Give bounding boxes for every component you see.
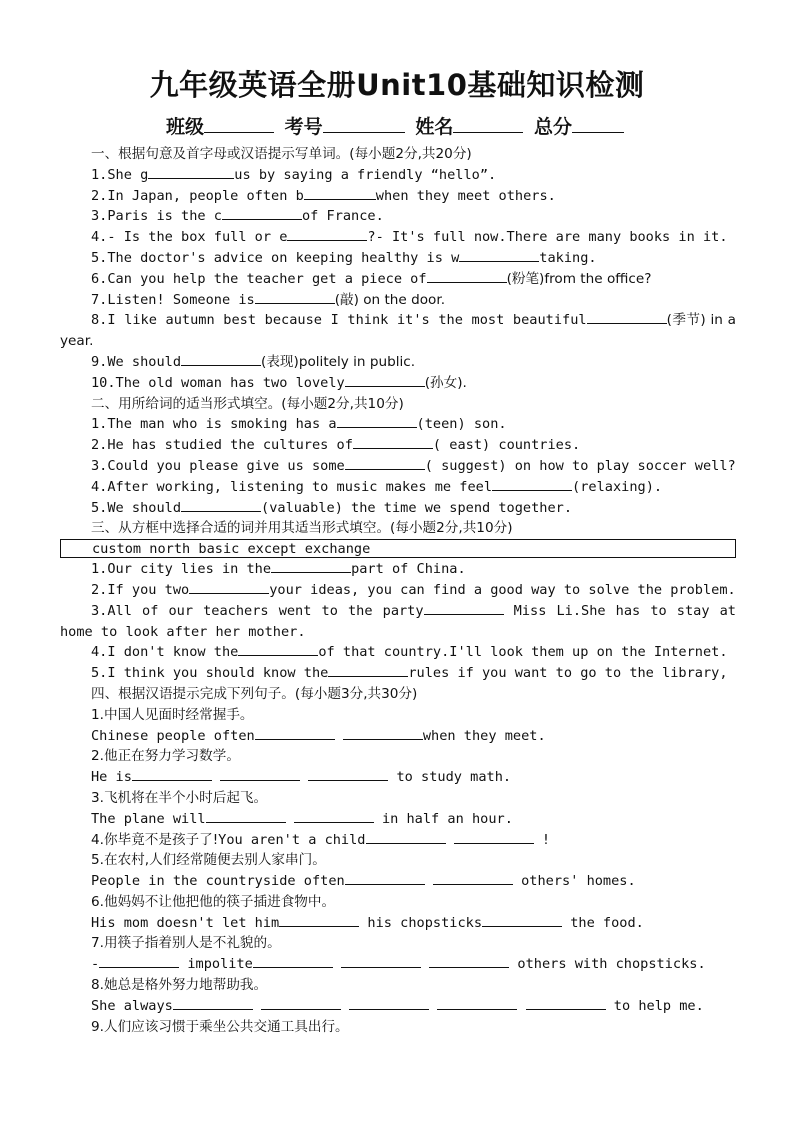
worksheet-body bbox=[60, 144, 736, 1037]
answer-blank[interactable] bbox=[181, 352, 261, 366]
question-text: in half an hour. bbox=[373, 810, 513, 827]
question-3-4 bbox=[60, 642, 736, 663]
question-1-5 bbox=[60, 248, 736, 269]
question-text: ?- It's full now.There are many books in it. bbox=[367, 229, 728, 246]
answer-blank[interactable] bbox=[424, 601, 504, 615]
answer-blank[interactable] bbox=[526, 996, 606, 1010]
question-text: (表现)politely in public. bbox=[261, 353, 416, 370]
answer-blank[interactable] bbox=[279, 913, 359, 927]
answer-blank[interactable] bbox=[337, 414, 417, 428]
question-text: 3.All of our teachers went to the party bbox=[91, 602, 424, 619]
question-text: rules if you want to go to the library, bbox=[408, 665, 728, 682]
question-4-4 bbox=[60, 830, 736, 851]
question-4-6-english bbox=[60, 913, 736, 934]
question-text: 6.Can you help the teacher get a piece of bbox=[91, 270, 427, 287]
question-2-2 bbox=[60, 435, 736, 456]
question-1-7 bbox=[60, 290, 736, 311]
answer-blank[interactable] bbox=[308, 767, 388, 781]
question-text: ( suggest) on how to play soccer well? bbox=[424, 457, 736, 474]
answer-blank[interactable] bbox=[587, 310, 667, 324]
question-text: 7.Listen! Someone is bbox=[91, 291, 255, 308]
name-label: 姓名 bbox=[415, 116, 454, 138]
answer-blank[interactable] bbox=[429, 954, 509, 968]
answer-blank[interactable] bbox=[294, 809, 374, 823]
question-1-10 bbox=[60, 373, 736, 394]
question-text: She always bbox=[91, 997, 173, 1014]
class-blank[interactable] bbox=[204, 114, 274, 133]
question-4-1-english bbox=[60, 726, 736, 747]
answer-blank[interactable] bbox=[220, 767, 300, 781]
question-text: taking. bbox=[539, 249, 597, 266]
question-text: to help me. bbox=[605, 997, 704, 1014]
question-text: 1.She g bbox=[91, 166, 149, 183]
question-text: ! bbox=[533, 831, 551, 848]
score-label: 总分 bbox=[533, 116, 572, 138]
answer-blank[interactable] bbox=[255, 290, 335, 304]
question-text: 8.I like autumn best because I think it's the most beautiful bbox=[91, 312, 587, 329]
section-2-heading: 二、用所给词的适当形式填空。(每小题2分,共10分) bbox=[91, 395, 404, 412]
question-text: 2.If you two bbox=[91, 581, 190, 598]
answer-blank[interactable] bbox=[328, 663, 408, 677]
question-text: us by saying a friendly “hello”. bbox=[234, 166, 497, 183]
question-text: (valuable) the time we spend together. bbox=[261, 499, 573, 516]
question-text: others with chopsticks. bbox=[509, 956, 706, 973]
question-4-3-english bbox=[60, 809, 736, 830]
question-text: (敲) on the door. bbox=[334, 291, 446, 308]
question-text: when they meet others. bbox=[375, 187, 556, 204]
question-4-5-english bbox=[60, 871, 736, 892]
question-text: The plane will bbox=[91, 810, 206, 827]
page-title: 九年级英语全册Unit10基础知识检测 bbox=[149, 68, 645, 102]
answer-blank[interactable] bbox=[287, 227, 367, 241]
student-info-line bbox=[0, 112, 794, 139]
question-text: of that country.I'll look them up on the Internet. bbox=[318, 644, 728, 661]
question-text: 3.Could you please give us some bbox=[91, 457, 345, 474]
question-4-7-english bbox=[60, 954, 736, 975]
question-text: 10.The old woman has two lovely bbox=[91, 374, 345, 391]
answer-blank[interactable] bbox=[181, 498, 261, 512]
question-text: (relaxing). bbox=[572, 478, 663, 495]
answer-blank[interactable] bbox=[459, 248, 539, 262]
number-blank[interactable] bbox=[323, 114, 405, 133]
answer-blank[interactable] bbox=[353, 435, 433, 449]
class-label: 班级 bbox=[166, 116, 205, 138]
question-text: You aren't a child bbox=[218, 831, 366, 848]
question-text: (孙女). bbox=[424, 374, 467, 391]
question-text: impolite bbox=[179, 956, 253, 973]
question-text: Chinese people often bbox=[91, 727, 255, 744]
answer-blank[interactable] bbox=[492, 477, 572, 491]
score-blank[interactable] bbox=[572, 114, 624, 133]
question-4-9-chinese: 9.人们应该习惯于乘坐公共交通工具出行。 bbox=[91, 1018, 349, 1035]
question-text: 1.Our city lies in the bbox=[91, 561, 272, 578]
answer-blank[interactable] bbox=[99, 954, 179, 968]
answer-blank[interactable] bbox=[206, 809, 286, 823]
answer-blank[interactable] bbox=[255, 726, 335, 740]
question-text: - bbox=[91, 956, 100, 973]
answer-blank[interactable] bbox=[366, 830, 446, 844]
answer-blank[interactable] bbox=[345, 373, 425, 387]
answer-blank[interactable] bbox=[261, 996, 341, 1010]
question-text: (季节) in a year. bbox=[60, 312, 736, 350]
section-1-heading: 一、根据句意及首字母或汉语提示写单词。(每小题2分,共20分) bbox=[91, 146, 472, 162]
question-text: 4.- Is the box full or e bbox=[91, 229, 288, 246]
answer-blank[interactable] bbox=[433, 871, 513, 885]
question-2-5 bbox=[60, 498, 736, 519]
question-4-5-chinese: 5.在农村,人们经常随便去别人家串门。 bbox=[91, 852, 326, 869]
question-4-6-chinese: 6.他妈妈不让他把他的筷子插进食物中。 bbox=[91, 893, 336, 910]
question-1-8 bbox=[60, 310, 736, 352]
answer-blank[interactable] bbox=[189, 580, 269, 594]
answer-blank[interactable] bbox=[343, 726, 423, 740]
question-text: 3.Paris is the c bbox=[91, 208, 222, 225]
question-text: 9.We should bbox=[91, 353, 182, 370]
answer-blank[interactable] bbox=[482, 913, 562, 927]
question-text: His mom doesn't let him bbox=[91, 914, 280, 931]
answer-blank[interactable] bbox=[341, 954, 421, 968]
question-3-5 bbox=[60, 663, 736, 684]
answer-blank[interactable] bbox=[345, 871, 425, 885]
question-text: (teen) son. bbox=[416, 416, 507, 433]
question-text: 2.In Japan, people often b bbox=[91, 187, 304, 204]
question-text: 4.After working, listening to music makes me feel bbox=[91, 478, 493, 495]
answer-blank[interactable] bbox=[271, 559, 351, 573]
answer-blank[interactable] bbox=[173, 996, 253, 1010]
name-blank[interactable] bbox=[453, 114, 523, 133]
question-text: his chopsticks bbox=[359, 914, 483, 931]
answer-blank[interactable] bbox=[349, 996, 429, 1010]
question-2-4 bbox=[60, 477, 736, 498]
answer-blank[interactable] bbox=[427, 269, 507, 283]
question-1-3 bbox=[60, 206, 736, 227]
section-4-heading: 四、根据汉语提示完成下列句子。(每小题3分,共30分) bbox=[91, 685, 418, 702]
question-4-2-english bbox=[60, 767, 736, 788]
question-text: 5.We should bbox=[91, 499, 182, 516]
question-1-9 bbox=[60, 352, 736, 373]
question-2-3 bbox=[60, 456, 736, 477]
question-4-2-chinese: 2.他正在努力学习数学。 bbox=[91, 748, 240, 765]
question-text: He is bbox=[91, 769, 132, 786]
answer-blank[interactable] bbox=[132, 767, 212, 781]
answer-blank[interactable] bbox=[345, 456, 425, 470]
answer-blank[interactable] bbox=[222, 206, 302, 220]
question-text: part of China. bbox=[351, 561, 466, 578]
number-label: 考号 bbox=[284, 116, 323, 138]
question-chinese: 4.你毕竟不是孩子了! bbox=[91, 831, 219, 848]
question-3-2 bbox=[60, 580, 736, 601]
question-1-1 bbox=[60, 165, 736, 186]
question-3-1 bbox=[60, 559, 736, 580]
question-text: when they meet. bbox=[422, 727, 546, 744]
question-1-6 bbox=[60, 269, 736, 290]
question-4-8-english bbox=[60, 996, 736, 1017]
question-4-8-chinese: 8.她总是格外努力地帮助我。 bbox=[91, 977, 268, 994]
section-3-heading: 三、从方框中选择合适的词并用其适当形式填空。(每小题2分,共10分) bbox=[91, 520, 513, 537]
question-text: the food. bbox=[562, 914, 644, 931]
question-text: 5.I think you should know the bbox=[91, 665, 329, 682]
question-4-7-chinese: 7.用筷子指着别人是不礼貌的。 bbox=[91, 935, 281, 952]
question-text: Miss Li.She has to stay at home to look after her mother. bbox=[60, 602, 736, 640]
question-text: People in the countryside often bbox=[91, 873, 345, 890]
answer-blank[interactable] bbox=[238, 642, 318, 656]
question-3-3 bbox=[60, 601, 736, 643]
question-text: 5.The doctor's advice on keeping healthy is w bbox=[91, 249, 460, 266]
question-text: your ideas, you can find a good way to solve the problem. bbox=[269, 581, 736, 598]
question-2-1 bbox=[60, 414, 736, 435]
question-text: to study math. bbox=[388, 769, 512, 786]
question-text: (粉笔)from the office? bbox=[506, 270, 652, 287]
question-text: of France. bbox=[301, 208, 384, 225]
answer-blank[interactable] bbox=[148, 165, 234, 179]
question-text: ( east) countries. bbox=[432, 437, 581, 454]
question-4-1-chinese: 1.中国人见面时经常握手。 bbox=[91, 706, 254, 723]
question-text: others' homes. bbox=[512, 873, 636, 890]
question-1-4 bbox=[60, 227, 736, 248]
question-text: 4.I don't know the bbox=[91, 644, 239, 661]
answer-blank[interactable] bbox=[454, 830, 534, 844]
question-text: 1.The man who is smoking has a bbox=[91, 416, 337, 433]
question-text: 2.He has studied the cultures of bbox=[91, 437, 353, 454]
answer-blank[interactable] bbox=[253, 954, 333, 968]
question-4-3-chinese: 3.飞机将在半个小时后起飞。 bbox=[91, 789, 268, 806]
answer-blank[interactable] bbox=[437, 996, 517, 1010]
question-1-2 bbox=[60, 186, 736, 207]
word-box: custom north basic except exchange bbox=[60, 539, 736, 558]
answer-blank[interactable] bbox=[304, 186, 376, 200]
